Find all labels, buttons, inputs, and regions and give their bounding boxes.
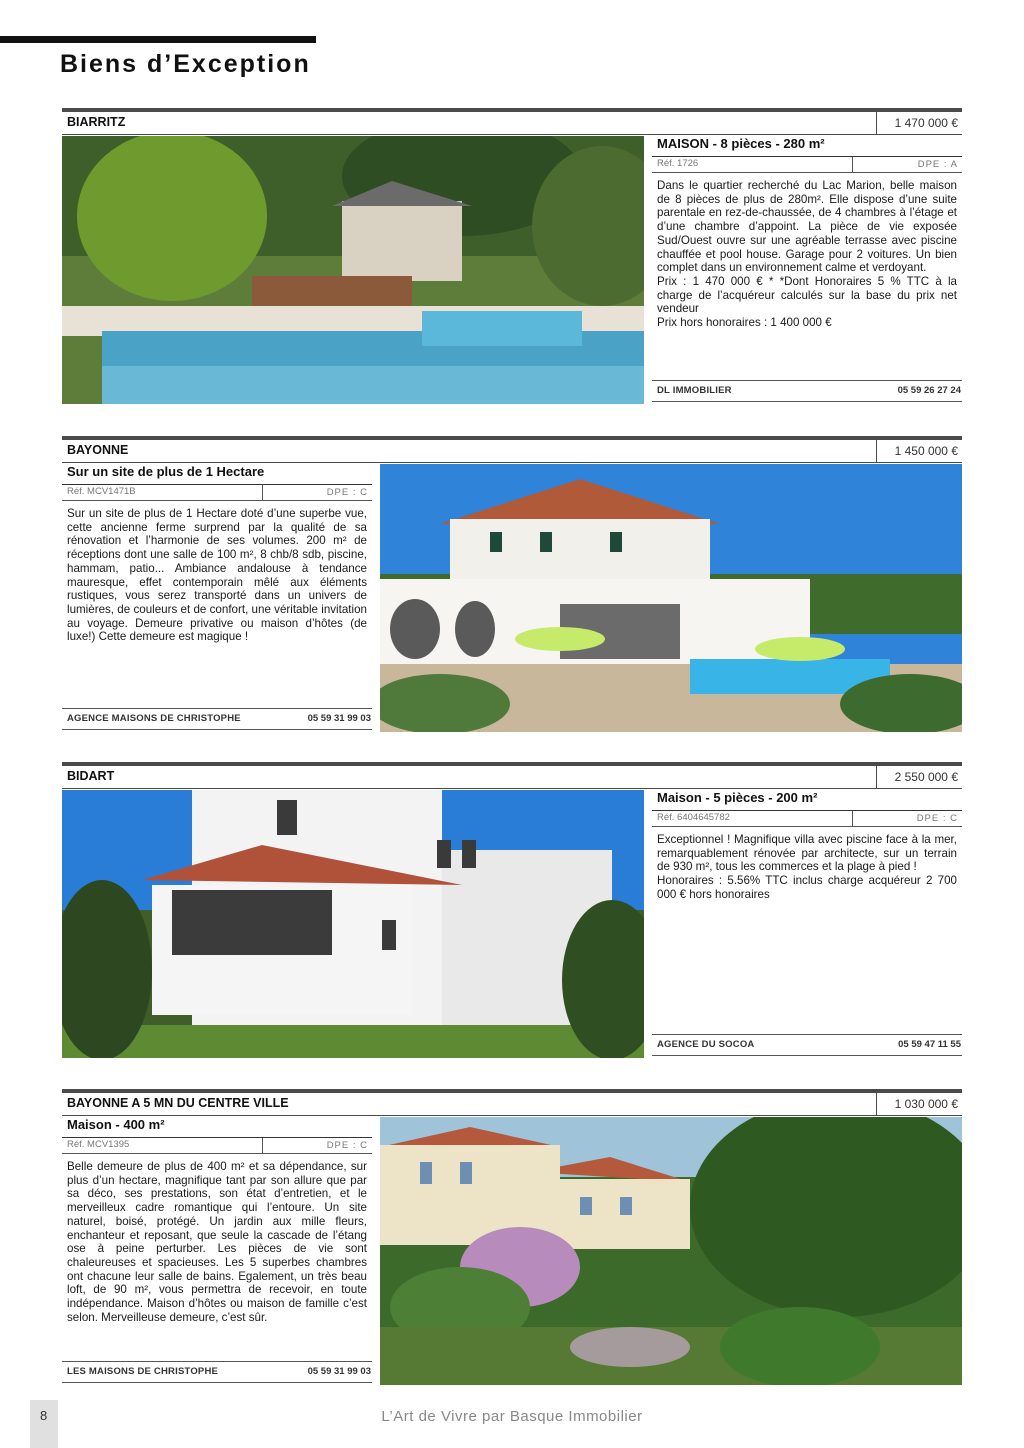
reference: Réf. MCV1471B (67, 486, 136, 497)
listing-biarritz[interactable] (62, 108, 962, 400)
listing-text (652, 136, 962, 330)
reference: Réf. 6404645782 (657, 812, 730, 823)
agency-name: LES MAISONS DE CHRISTOPHE (67, 1366, 219, 1377)
description (652, 173, 962, 330)
agency-phone[interactable]: 05 59 47 11 55 (898, 1039, 961, 1050)
listing-header (62, 1089, 962, 1116)
property-type: Sur un site de plus de 1 Hectare (62, 464, 372, 485)
description (62, 1154, 372, 1324)
property-type: MAISON - 8 pièces - 280 m² (652, 136, 962, 157)
reference-row (652, 157, 962, 173)
page-title: Biens d’Exception (60, 50, 311, 78)
property-type: Maison - 400 m² (62, 1117, 372, 1138)
description (652, 827, 962, 902)
listing-bayonne[interactable] (62, 436, 962, 732)
reference-row (652, 811, 962, 827)
page-number: 8 (40, 1408, 48, 1423)
property-type: Maison - 5 pièces - 200 m² (652, 790, 962, 811)
description-paragraph: Prix hors honoraires : 1 400 000 € (657, 316, 832, 330)
reference: Réf. MCV1395 (67, 1139, 130, 1150)
description-paragraph: Belle demeure de plus de 400 m² et sa dépendance, sur plus d’un hectare, magnifique tant par son allure que par sa déco, ses prestations, son état d’entretien, et le merveilleux cadre romantique qui l’entoure. Un site naturel, boisé, protégé. Un jardin aux mille fleurs, enchanteur et reposant, que seule la cascade de l’étang ose à peine perturber. Les pièces de vie sont chaleureuses et spacieuses. Les 5 superbes chambres ont chacune leur salle de bains. Egalement, un très beau loft, de 90 m², vous permettra de recevoir, en toute indépendance. Maison d’hôtes ou maison de famille c’est selon. Merveilleuse demeure, c’est sûr. (67, 1160, 367, 1324)
reference-row (62, 1138, 372, 1154)
listing-photo-pool-house[interactable] (62, 136, 644, 404)
listing-text (62, 464, 372, 644)
agency-name: AGENCE MAISONS DE CHRISTOPHE (67, 713, 241, 724)
dpe-rating: DPE : C (262, 1138, 372, 1153)
listing-city: BAYONNE A 5 MN DU CENTRE VILLE (67, 1096, 289, 1110)
listing-photo-white-villa[interactable] (62, 790, 644, 1058)
description (62, 501, 372, 644)
reference-row (62, 485, 372, 501)
listing-city: BAYONNE (67, 443, 129, 457)
listing-header (62, 762, 962, 789)
listing-header (62, 108, 962, 135)
listing-text (652, 790, 962, 902)
dpe-rating: DPE : A (852, 157, 962, 172)
dpe-rating: DPE : C (852, 811, 962, 826)
agency-bar (62, 708, 372, 730)
description-paragraph: Sur un site de plus de 1 Hectare doté d’une superbe vue, cette ancienne ferme surprend par la qualité de sa rénovation et l’harmonie de ses volumes. 200 m² de réceptions dont une salle de 100 m², 8 chb/8 sdb, piscine, hammam, patio... Ambiance andalouse à tendance mauresque, effet contemporain mêlé aux éléments rustiques, vous serez transporté dans un univers de lumières, de couleurs et de confort, une véritable invitation au voyage. Demeure privative ou maison d’hôtes (de luxe!) Cette demeure est magique ! (67, 507, 367, 644)
dpe-rating: DPE : C (262, 485, 372, 500)
listing-bayonne-centre[interactable] (62, 1089, 962, 1385)
listing-photo-farmhouse-pool[interactable] (380, 464, 962, 732)
listing-bidart[interactable] (62, 762, 962, 1058)
agency-phone[interactable]: 05 59 31 99 03 (307, 713, 371, 724)
agency-bar (62, 1361, 372, 1383)
listing-photo-garden-manor[interactable] (380, 1117, 962, 1385)
listing-price: 2 550 000 € (876, 766, 962, 788)
top-accent-bar (0, 36, 316, 43)
agency-bar (652, 1034, 962, 1056)
agency-phone[interactable]: 05 59 26 27 24 (897, 385, 961, 396)
description-paragraph: Exceptionnel ! Magnifique villa avec piscine face à la mer, remarquablement rénovée par architecte, sur un terrain de 930 m², tous les commerces et la plage à pied ! (657, 833, 957, 874)
description-paragraph: Prix : 1 470 000 € * *Dont Honoraires 5 % TTC à la charge de l’acquéreur calculés sur la base du prix net vendeur (657, 274, 957, 316)
agency-name: DL IMMOBILIER (657, 385, 732, 396)
agency-phone[interactable]: 05 59 31 99 03 (307, 1366, 371, 1377)
listing-city: BIDART (67, 769, 115, 783)
agency-bar (652, 380, 962, 402)
listing-price: 1 470 000 € (876, 112, 962, 134)
agency-name: AGENCE DU SOCOA (657, 1039, 755, 1050)
listing-city: BIARRITZ (67, 115, 126, 129)
description-paragraph: Dans le quartier recherché du Lac Marion, belle maison de 8 pièces de plus de 280m². Elle dispose d’une suite parentale en rez-de-chaussée, de 4 chambres à l’étage et d’une chambre d’appoint. La pièce de vie exposée Sud/Ouest ouvre sur une agréable terrasse avec piscine chauffée et pool house. Garage pour 2 voitures. Un bien complet dans un environnement calme et verdoyant. (657, 179, 957, 275)
page-footer: L’Art de Vivre par Basque Immobilier (381, 1408, 643, 1425)
reference: Réf. 1726 (657, 158, 699, 169)
listing-price: 1 030 000 € (876, 1093, 962, 1115)
listing-header (62, 436, 962, 463)
listing-price: 1 450 000 € (876, 440, 962, 462)
description-paragraph: Honoraires : 5.56% TTC inclus charge acquéreur 2 700 000 € hors honoraires (657, 874, 957, 901)
listing-text (62, 1117, 372, 1324)
